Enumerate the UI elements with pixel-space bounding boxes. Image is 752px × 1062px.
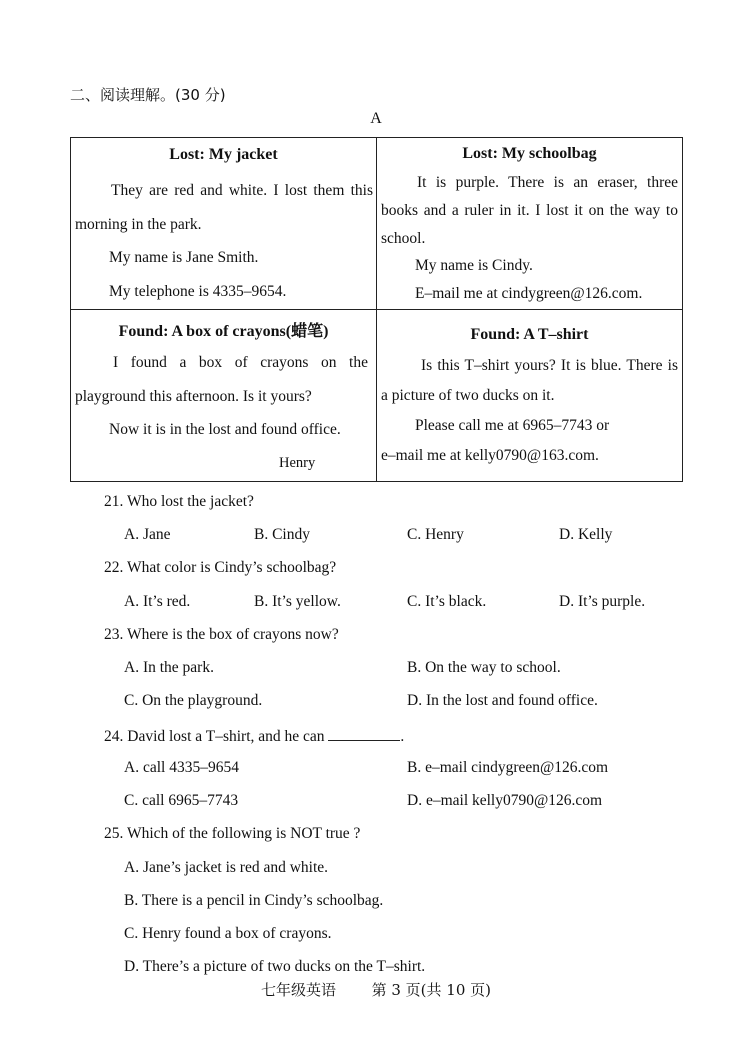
question-24-stem: 24. David lost a T–shirt, and he can [104,728,325,745]
option-21-c: C. Henry [407,526,464,543]
answer-blank [328,726,400,741]
option-21-b: B. Cindy [254,526,310,543]
notices-table [70,137,683,482]
notice-name: My name is Cindy. [415,257,533,274]
option-22-c: C. It’s black. [407,593,487,610]
option-25-d: D. There’s a picture of two ducks on the T–shirt. [124,958,426,975]
question-21: 21. Who lost the jacket? [104,493,254,510]
option-22-b: B. It’s yellow. [254,593,341,610]
option-23-b: B. On the way to school. [407,659,561,676]
option-23-c: C. On the playground. [124,692,263,709]
option-23-d: D. In the lost and found office. [407,692,598,709]
notice-lost-jacket [71,138,377,310]
notice-text: It is purple. There is an eraser, three books and a ruler in it. I lost it on the way to school. [381,174,678,247]
notice-office: Now it is in the lost and found office. [109,421,341,438]
option-24-c: C. call 6965–7743 [124,792,239,809]
notice-email: E–mail me at cindygreen@126.com. [415,285,643,302]
passage-label: A [370,110,382,127]
notice-heading: Found: A box of crayons(蜡笔) [118,323,329,340]
option-22-a: A. It’s red. [124,593,191,610]
notice-found-tshirt [377,310,683,482]
option-22-d: D. It’s purple. [559,593,646,610]
notice-text: They are red and white. I lost them this morning in the park. [75,182,373,233]
option-21-a: A. Jane [124,526,171,543]
option-24-a: A. call 4335–9654 [124,759,239,776]
notice-found-crayons [71,310,377,482]
footer-page-number: 第 3 页(共 10 页) [371,981,491,999]
question-24 [104,726,404,746]
footer-subject: 七年级英语 [261,981,337,999]
notice-text: I found a box of crayons on the playground this afternoon. Is it yours? [75,354,368,405]
option-23-a: A. In the park. [124,659,214,676]
notice-call: Please call me at 6965–7743 or [415,417,610,434]
question-24-stem-end: . [400,728,405,745]
notice-heading: Lost: My schoolbag [462,145,597,162]
notice-name: My name is Jane Smith. [109,249,259,266]
question-25: 25. Which of the following is NOT true ? [104,825,361,842]
notice-lost-schoolbag [377,138,683,310]
option-24-b: B. e–mail cindygreen@126.com [407,759,609,776]
option-25-c: C. Henry found a box of crayons. [124,925,332,942]
notice-phone: My telephone is 4335–9654. [109,283,287,300]
question-23: 23. Where is the box of crayons now? [104,626,339,643]
section-title: 二、阅读理解。(30 分) [70,86,226,104]
option-21-d: D. Kelly [559,526,613,543]
notice-signature: Henry [279,455,316,471]
page-footer [0,979,752,1000]
notice-heading: Lost: My jacket [169,146,278,163]
notice-text: Is this T–shirt yours? It is blue. There is a picture of two ducks on it. [381,357,678,404]
notice-email: e–mail me at kelly0790@163.com. [381,447,599,464]
option-25-a: A. Jane’s jacket is red and white. [124,859,329,876]
option-24-d: D. e–mail kelly0790@126.com [407,792,603,809]
notice-heading: Found: A T–shirt [470,326,589,343]
option-25-b: B. There is a pencil in Cindy’s schoolbag. [124,892,384,909]
question-22: 22. What color is Cindy’s schoolbag? [104,559,337,576]
